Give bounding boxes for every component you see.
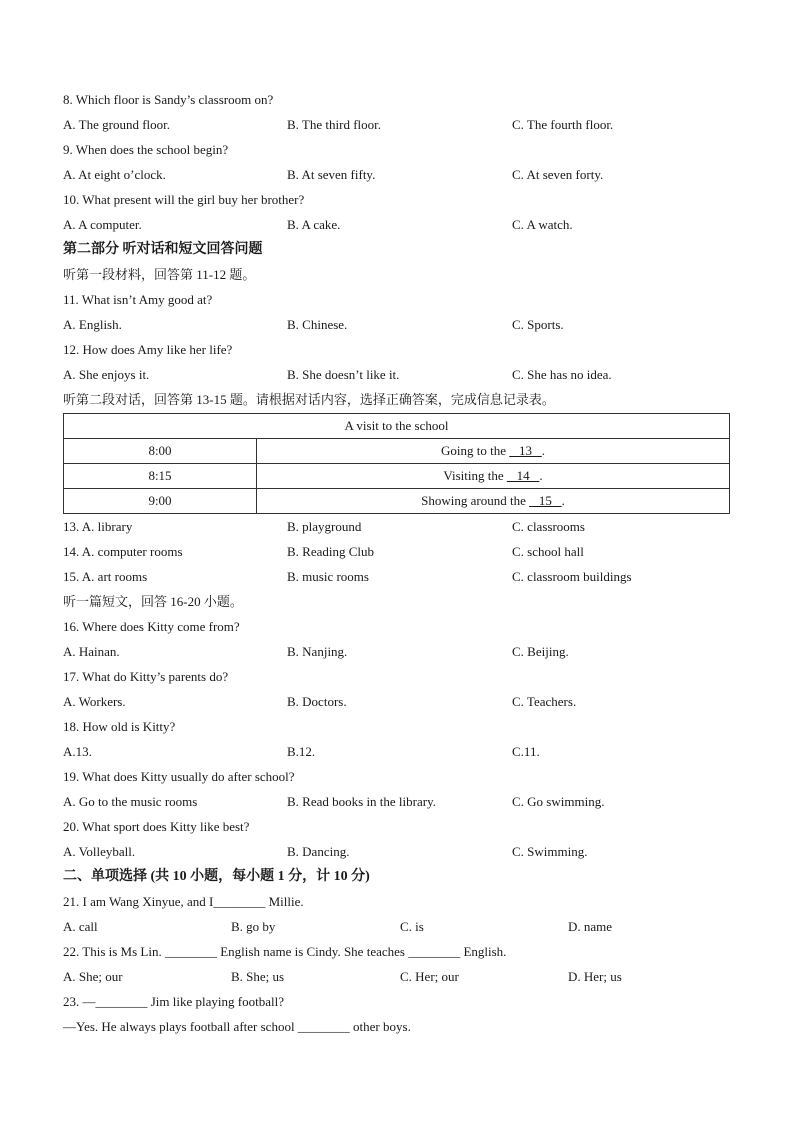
question-18: 18. How old is Kitty? (63, 719, 176, 734)
option-a: A. A computer. (63, 217, 142, 232)
option-a: A.13. (63, 744, 92, 759)
blank-13: 13 (509, 443, 542, 458)
question-10: 10. What present will the girl buy her brother? (63, 192, 305, 207)
option-c: C. classrooms (512, 519, 585, 534)
option-c: C. Go swimming. (512, 794, 605, 809)
options-10 (63, 212, 730, 237)
options-12 (63, 362, 730, 387)
option-c: C. Her; our (400, 969, 459, 984)
section2-heading: 二、单项选择 (共 10 小题，每小题 1 分，计 10 分) (63, 869, 370, 884)
option-c: C. At seven forty. (512, 167, 604, 182)
question-23: 23. —________ Jim like playing football? (63, 994, 284, 1009)
option-a: A. At eight o’clock. (63, 167, 166, 182)
option-d: D. Her; us (568, 969, 622, 984)
blank-15: 15 (529, 493, 562, 508)
option-a: A. call (63, 919, 98, 934)
question-12: 12. How does Amy like her life? (63, 342, 233, 357)
option-b: B. go by (231, 919, 276, 934)
option-c: C. Beijing. (512, 644, 569, 659)
option-c: C. Sports. (512, 317, 564, 332)
option-b: B.12. (287, 744, 316, 759)
activity-text: Showing around the (421, 493, 530, 508)
punct: . (541, 443, 545, 458)
options-8 (63, 112, 730, 137)
option-b: B. She doesn’t like it. (287, 367, 400, 382)
question-21: 21. I am Wang Xinyue, and I________ Millie. (63, 894, 304, 909)
option-a: A. Go to the music rooms (63, 794, 198, 809)
part2-heading: 第二部分 听对话和短文回答问题 (63, 242, 263, 257)
option-c: C. She has no idea. (512, 367, 612, 382)
options-22 (63, 964, 730, 989)
table-activity-cell (257, 439, 730, 464)
option-c: C. Swimming. (512, 844, 588, 859)
table-time-cell: 8:15 (64, 464, 257, 489)
question-8: 8. Which floor is Sandy’s classroom on? (63, 92, 274, 107)
table-activity-cell (257, 489, 730, 514)
option-b: B. Nanjing. (287, 644, 348, 659)
table-time-cell: 8:00 (64, 439, 257, 464)
punct: . (561, 493, 565, 508)
options-20 (63, 839, 730, 864)
option-c: C. is (400, 919, 424, 934)
part2-instruction-2: 听第二段对话，回答第 13-15 题。请根据对话内容，选择正确答案，完成信息记录表。 (63, 392, 555, 407)
option-b: B. Reading Club (287, 544, 375, 559)
table-row (64, 439, 730, 464)
options-11 (63, 312, 730, 337)
table-time-cell: 9:00 (64, 489, 257, 514)
question-9: 9. When does the school begin? (63, 142, 229, 157)
blank-14: 14 (506, 468, 540, 483)
activity-text: Going to the (441, 443, 510, 458)
options-15 (63, 564, 730, 589)
options-14 (63, 539, 730, 564)
option-b: B. The third floor. (287, 117, 382, 132)
question-16: 16. Where does Kitty come from? (63, 619, 240, 634)
part2-instruction-1: 听第一段材料，回答第 11-12 题。 (63, 267, 256, 282)
question-23-reply: —Yes. He always plays football after school ________ other boys. (63, 1019, 411, 1034)
option-b: B. A cake. (287, 217, 341, 232)
option-c: C. Teachers. (512, 694, 577, 709)
option-d: D. name (568, 919, 613, 934)
activity-text: Visiting the (443, 468, 507, 483)
options-17 (63, 689, 730, 714)
table-activity-cell (257, 464, 730, 489)
options-9 (63, 162, 730, 187)
question-17: 17. What do Kitty’s parents do? (63, 669, 229, 684)
option-c: C. A watch. (512, 217, 573, 232)
option-a: A. Workers. (63, 694, 126, 709)
punct: . (539, 468, 543, 483)
option-b: B. Chinese. (287, 317, 348, 332)
options-18 (63, 739, 730, 764)
option-a: A. She; our (63, 969, 123, 984)
option-a: A. English. (63, 317, 122, 332)
record-table (63, 413, 730, 514)
option-c: C. The fourth floor. (512, 117, 614, 132)
option-a: 14. A. computer rooms (63, 544, 183, 559)
question-11: 11. What isn’t Amy good at? (63, 292, 213, 307)
option-a: A. Volleyball. (63, 844, 136, 859)
option-b: B. music rooms (287, 569, 369, 584)
question-20: 20. What sport does Kitty like best? (63, 819, 250, 834)
table-row (64, 489, 730, 514)
table-header-row (64, 414, 730, 439)
part2-instruction-3: 听一篇短文，回答 16-20 小题。 (63, 594, 243, 609)
option-b: B. Doctors. (287, 694, 347, 709)
option-a: A. She enjoys it. (63, 367, 150, 382)
option-b: B. playground (287, 519, 362, 534)
option-c: C. classroom buildings (512, 569, 632, 584)
option-a: 13. A. library (63, 519, 133, 534)
exam-page (63, 87, 730, 1039)
option-b: B. She; us (231, 969, 285, 984)
options-13 (63, 514, 730, 539)
table-row (64, 464, 730, 489)
question-22: 22. This is Ms Lin. ________ English name is Cindy. She teaches ________ English. (63, 944, 507, 959)
option-b: B. Dancing. (287, 844, 350, 859)
option-a: A. Hainan. (63, 644, 120, 659)
option-b: B. Read books in the library. (287, 794, 436, 809)
option-c: C.11. (512, 744, 540, 759)
table-title: A visit to the school (64, 414, 730, 439)
option-b: B. At seven fifty. (287, 167, 376, 182)
option-a: A. The ground floor. (63, 117, 170, 132)
question-19: 19. What does Kitty usually do after school? (63, 769, 295, 784)
options-16 (63, 639, 730, 664)
option-c: C. school hall (512, 544, 584, 559)
options-19 (63, 789, 730, 814)
options-21 (63, 914, 730, 939)
option-a: 15. A. art rooms (63, 569, 148, 584)
